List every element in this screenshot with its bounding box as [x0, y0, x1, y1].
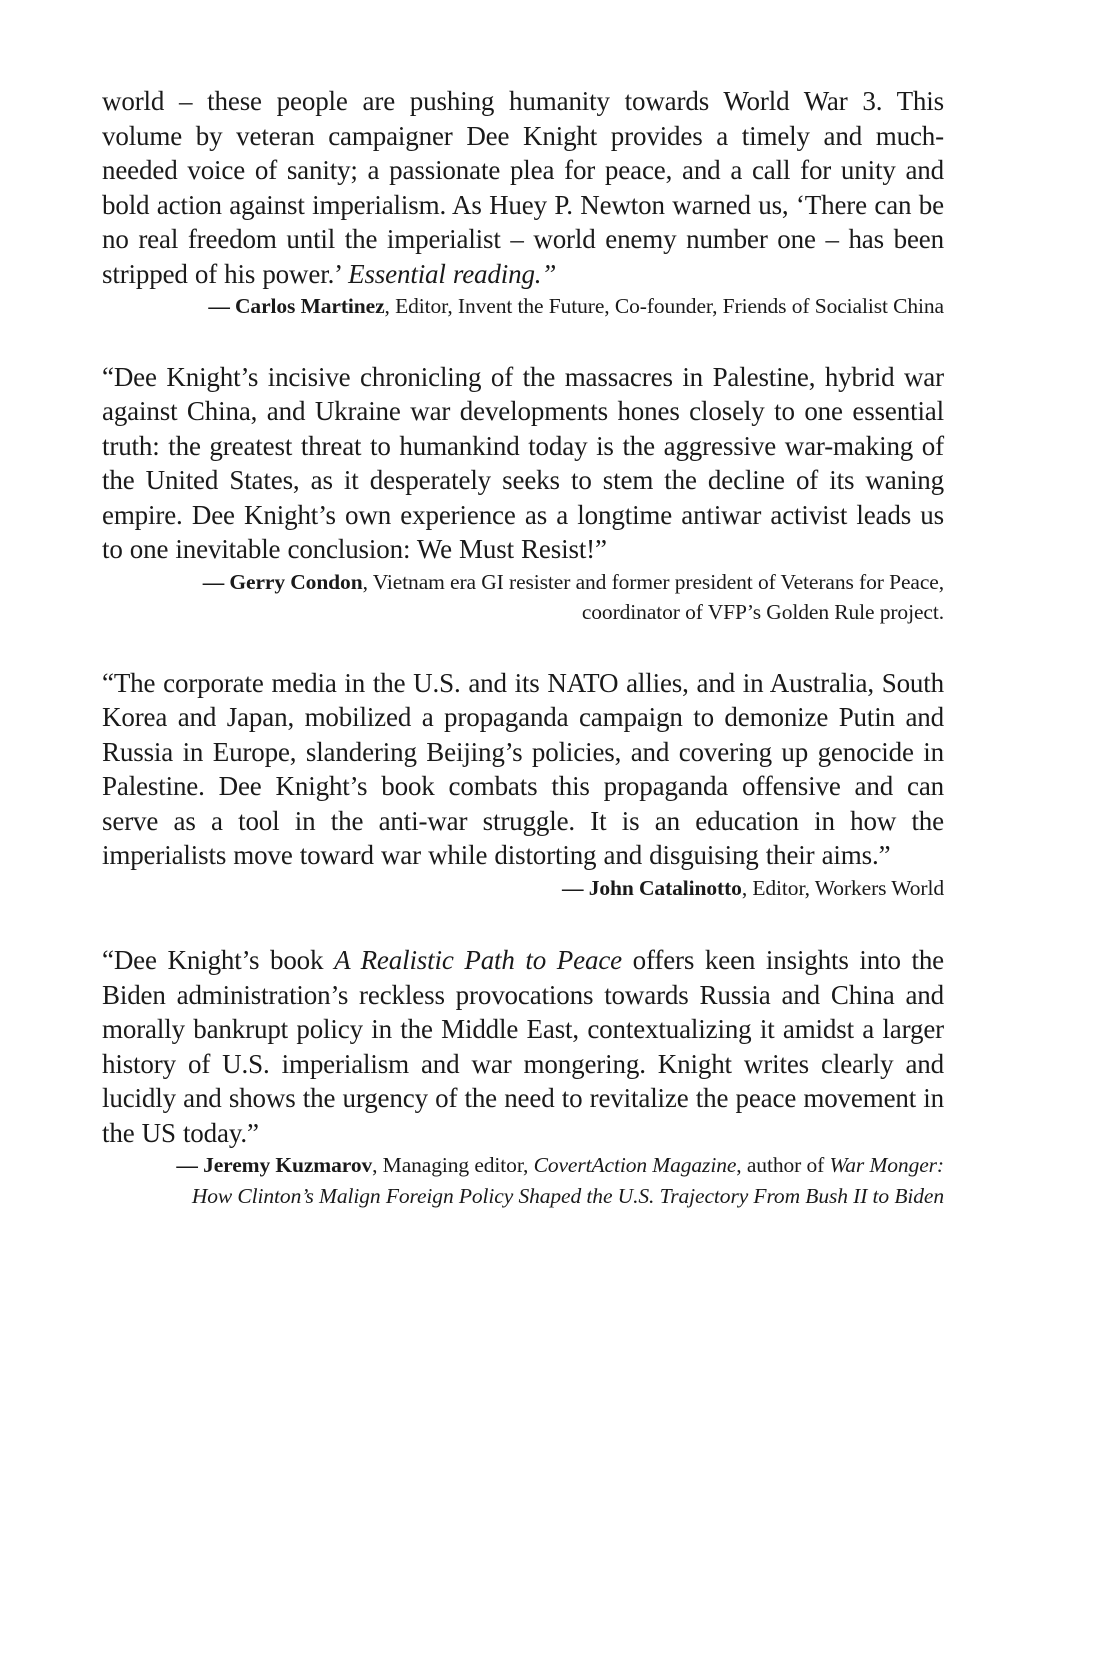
quote-text: “Dee Knight’s incisive chronicling of the massacres in Palestine, hybrid war against China, and Ukraine war developments hones closely to one essential truth: the greatest threat to humankind today is the aggressive war-making of the United States, as it desperately seeks to stem the decline of its waning empire. Dee Knight’s own experience as a longtime antiwar activist leads us to one inevitable conclusion: We Must Resist!”	[102, 361, 944, 564]
endorsement-attribution	[102, 291, 944, 322]
attribution-role-mid: , author of	[736, 1153, 830, 1177]
endorsement-quote	[102, 666, 944, 873]
attribution-dash: —	[176, 1153, 204, 1177]
magazine-title: CovertAction Magazine	[533, 1153, 737, 1177]
endorsement-attribution	[102, 567, 944, 628]
attribution-dash: —	[202, 569, 230, 594]
endorsement-kuzmarov	[102, 943, 944, 1211]
attribution-name: Jeremy Kuzmarov	[203, 1153, 373, 1177]
quote-text-post: offers keen insights into the Biden administration’s reckless provocations towards Russia and China and morally bankrupt policy in the Middle East, contextualizing it amidst a larger history of U.S. imperialism and war mongering. Knight writes clearly and lucidly and shows the urgency of the need to revitalize the peace movement in the US today.”	[102, 945, 944, 1148]
quote-text-pre: “Dee Knight’s book	[102, 945, 335, 975]
endorsement-quote	[102, 943, 944, 1150]
endorsement-quote	[102, 84, 944, 291]
authored-book-title: War Monger: How Clinton’s Malign Foreign Policy Shaped the U.S. Trajectory From Bush II to Biden	[191, 1153, 944, 1208]
endorsement-martinez	[102, 84, 944, 322]
attribution-role: , Editor, Workers World	[741, 875, 944, 900]
attribution-name: Gerry Condon	[229, 569, 363, 594]
book-title: A Realistic Path to Peace	[334, 945, 622, 975]
endorsement-quote	[102, 360, 944, 567]
endorsements-page	[102, 84, 944, 1247]
quote-text: “The corporate media in the U.S. and its NATO allies, and in Australia, South Korea and Japan, mobilized a propaganda campaign to demonize Putin and Russia in Europe, slandering Beijing’s policies, and covering up genocide in Palestine. Dee Knight’s book combats this propaganda offensive and can serve as a tool in the anti-war struggle. It is an education in how the imperialists move toward war while distorting and disguising their aims.”	[102, 667, 944, 870]
attribution-role: , Editor, Invent the Future, Co-founder, Friends of Socialist China	[384, 294, 944, 318]
endorsement-condon	[102, 360, 944, 628]
attribution-role-pre: , Managing editor,	[372, 1153, 534, 1177]
attribution-dash: —	[562, 875, 589, 900]
attribution-name: Carlos Martinez	[235, 294, 385, 318]
attribution-role: , Vietnam era GI resister and former president of Veterans for Peace, coordinator of VFP’s Golden Rule project.	[362, 569, 944, 624]
attribution-name: John Catalinotto	[588, 875, 742, 900]
quote-text: world – these people are pushing humanity towards World War 3. This volume by veteran campaigner Dee Knight provides a timely and much-needed voice of sanity; a passionate plea for peace, and a call for unity and bold action against imperialism. As Huey P. Newton warned us, ‘There can be no real freedom until the imperialist – world enemy number one – has been stripped of his power.’	[102, 86, 944, 289]
endorsement-attribution	[102, 873, 944, 904]
endorsement-attribution	[102, 1150, 944, 1211]
quote-italic-text: Essential reading.”	[348, 258, 557, 289]
attribution-dash: —	[208, 294, 235, 318]
endorsement-catalinotto	[102, 666, 944, 904]
